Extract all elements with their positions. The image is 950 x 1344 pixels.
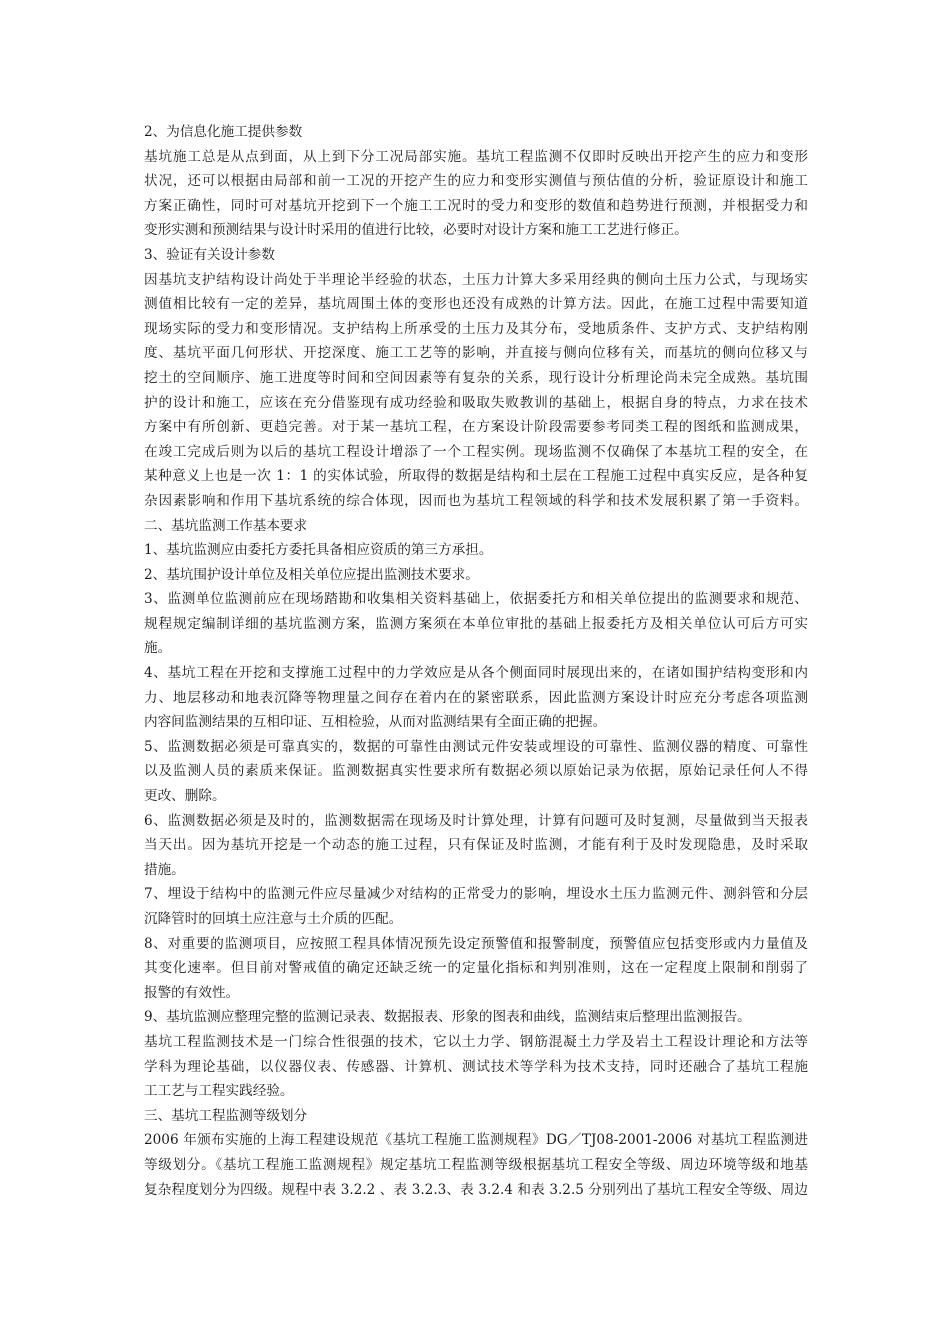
text-line: 测值相比较有一定的差异，基坑周围土体的变形也还没有成熟的计算方法。因此，在施工过程中需要知道 — [144, 296, 808, 313]
text-line: 更改、删除。 — [144, 788, 226, 805]
text-line: 2、基坑围护设计单位及相关单位应提出监测技术要求。 — [144, 566, 479, 583]
text-line: 5、监测数据必须是可靠真实的，数据的可靠性由测试元件安装或埋设的可靠性、监测仪器的精度、可靠性 — [144, 738, 808, 755]
text-line: 基坑施工总是从点到面，从上到下分工况局部实施。基坑工程监测不仅即时反映出开挖产生的应力和变形 — [144, 148, 808, 165]
text-line: 6、监测数据必须是及时的，监测数据需在现场及时计算处理，计算有问题可及时复测，尽量做到当天报表 — [144, 812, 808, 829]
text-line: 杂因素影响和作用下基坑系统的综合体现，因而也为基坑工程领域的科学和技术发展积累了第一手资料。 — [144, 492, 808, 509]
text-line: 沉降管时的回填土应注意与土介质的匹配。 — [144, 911, 403, 927]
text-line: 三、基坑工程监测等级划分 — [144, 1107, 308, 1124]
text-line: 工工艺与工程实践经验。 — [144, 1083, 294, 1100]
text-line: 二、基坑监测工作基本要求 — [144, 517, 308, 534]
text-line: 因基坑支护结构设计尚处于半理论半经验的状态，土压力计算大多采用经典的侧向土压力公式，与现场实 — [144, 271, 808, 288]
text-line: 1、基坑监测应由委托方委托具备相应资质的第三方承担。 — [144, 542, 493, 559]
text-line: 以及监测人员的素质来保证。监测数据真实性要求所有数据必须以原始记录为依据，原始记录任何人不得 — [144, 763, 808, 780]
text-line: 其变化速率。但目前对警戒值的确定还缺乏统一的定量化指标和判别准则，这在一定程度上限制和削弱了 — [144, 960, 808, 977]
text-line: 施。 — [144, 640, 172, 657]
text-line: 学科为理论基础，以仪器仪表、传感器、计算机、测试技术等学科为技术支持，同时还融合了基坑工程施 — [144, 1058, 808, 1075]
text-line: 等级划分。《基坑工程施工监测规程》规定基坑工程监测等级根据基坑工程安全等级、周边环境等级和地基 — [144, 1156, 808, 1173]
text-line: 3、验证有关设计参数 — [144, 246, 275, 263]
text-line: 现场实际的受力和变形情况。支护结构上所承受的土压力及其分布，受地质条件、支护方式、支护结构刚 — [144, 320, 808, 337]
text-line: 方案中有所创新、更趋完善。对于某一基坑工程，在方案设计阶段需要参考同类工程的图纸和监测成果， — [144, 419, 808, 436]
text-line: 9、基坑监测应整理完整的监测记录表、数据报表、形象的图表和曲线，监测结束后整理出监测报告。 — [144, 1009, 751, 1026]
text-line: 方案正确性，同时可对基坑开挖到下一个施工工况时的受力和变形的数值和趋势进行预测，并根据受力和 — [144, 197, 808, 214]
text-line: 8、对重要的监测项目，应按照工程具体情况预先设定预警值和报警制度，预警值应包括变形或内力量值及 — [144, 935, 808, 952]
text-line: 某种意义上也是一次 1：1 的实体试验，所取得的数据是结构和土层在工程施工过程中真实反应，是各种复 — [144, 468, 808, 485]
text-line: 护的设计和施工，应该在充分借鉴现有成功经验和吸取失败教训的基础上，根据自身的特点，力求在技术 — [144, 394, 808, 411]
text-line: 2、为信息化施工提供参数 — [144, 124, 303, 140]
text-line: 挖土的空间顺序、施工进度等时间和空间因素等有复杂的关系，现行设计分析理论尚未完全成熟。基坑围 — [144, 369, 808, 386]
text-line: 3、监测单位监测前应在现场踏勘和收集相关资料基础上，依据委托方和相关单位提出的监测要求和规范、 — [144, 591, 808, 608]
text-line: 在竣工完成后则为以后的基坑工程设计增添了一个工程实例。现场监测不仅确保了本基坑工程的安全，在 — [144, 443, 808, 460]
text-line: 基坑工程监测技术是一门综合性很强的技术，它以土力学、钢筋混凝土力学及岩土工程设计理论和方法等 — [144, 1033, 808, 1050]
text-line: 4、基坑工程在开挖和支撑施工过程中的力学效应是从各个侧面同时展现出来的，在诸如围护结构变形和内 — [144, 665, 808, 682]
text-line: 措施。 — [144, 861, 185, 878]
text-line: 状况，还可以根据由局部和前一工况的开挖产生的应力和变形实测值与预估值的分析，验证原设计和施工 — [144, 173, 808, 190]
text-line: 复杂程度划分为四级。规程中表 3.2.2 、表 3.2.3、表 3.2.4 和表 3.2.5 分别列出了基坑工程安全等级、周边 — [144, 1181, 808, 1198]
text-line: 2006 年颁布实施的上海工程建设规范《基坑工程施工监测规程》DG／TJ08-2001-2006 对基坑工程监测进 — [144, 1132, 808, 1149]
text-line: 报警的有效性。 — [144, 984, 240, 1001]
text-line: 内容间监测结果的互相印证、互相检验，从而对监测结果有全面正确的把握。 — [144, 714, 607, 731]
text-line: 度、基坑平面几何形状、开挖深度、施工工艺等的影响，并直接与侧向位移有关，而基坑的侧向位移又与 — [144, 345, 808, 362]
document-body — [144, 120, 808, 1202]
text-line: 7、埋设于结构中的监测元件应尽量减少对结构的正常受力的影响，埋设水土压力监测元件、测斜管和分层 — [144, 886, 808, 903]
text-line: 规程规定编制详细的基坑监测方案，监测方案须在本单位审批的基础上报委托方及相关单位认可后方可实 — [144, 615, 808, 632]
text-line: 力、地层移动和地表沉降等物理量之间存在着内在的紧密联系，因此监测方案设计时应充分考虑各项监测 — [144, 689, 808, 706]
text-line: 变形实测和预测结果与设计时采用的值进行比较，必要时对设计方案和施工工艺进行修正。 — [144, 222, 688, 239]
text-line: 当天出。因为基坑开挖是一个动态的施工过程，只有保证及时监测，才能有利于及时发现隐患，及时采取 — [144, 837, 808, 854]
